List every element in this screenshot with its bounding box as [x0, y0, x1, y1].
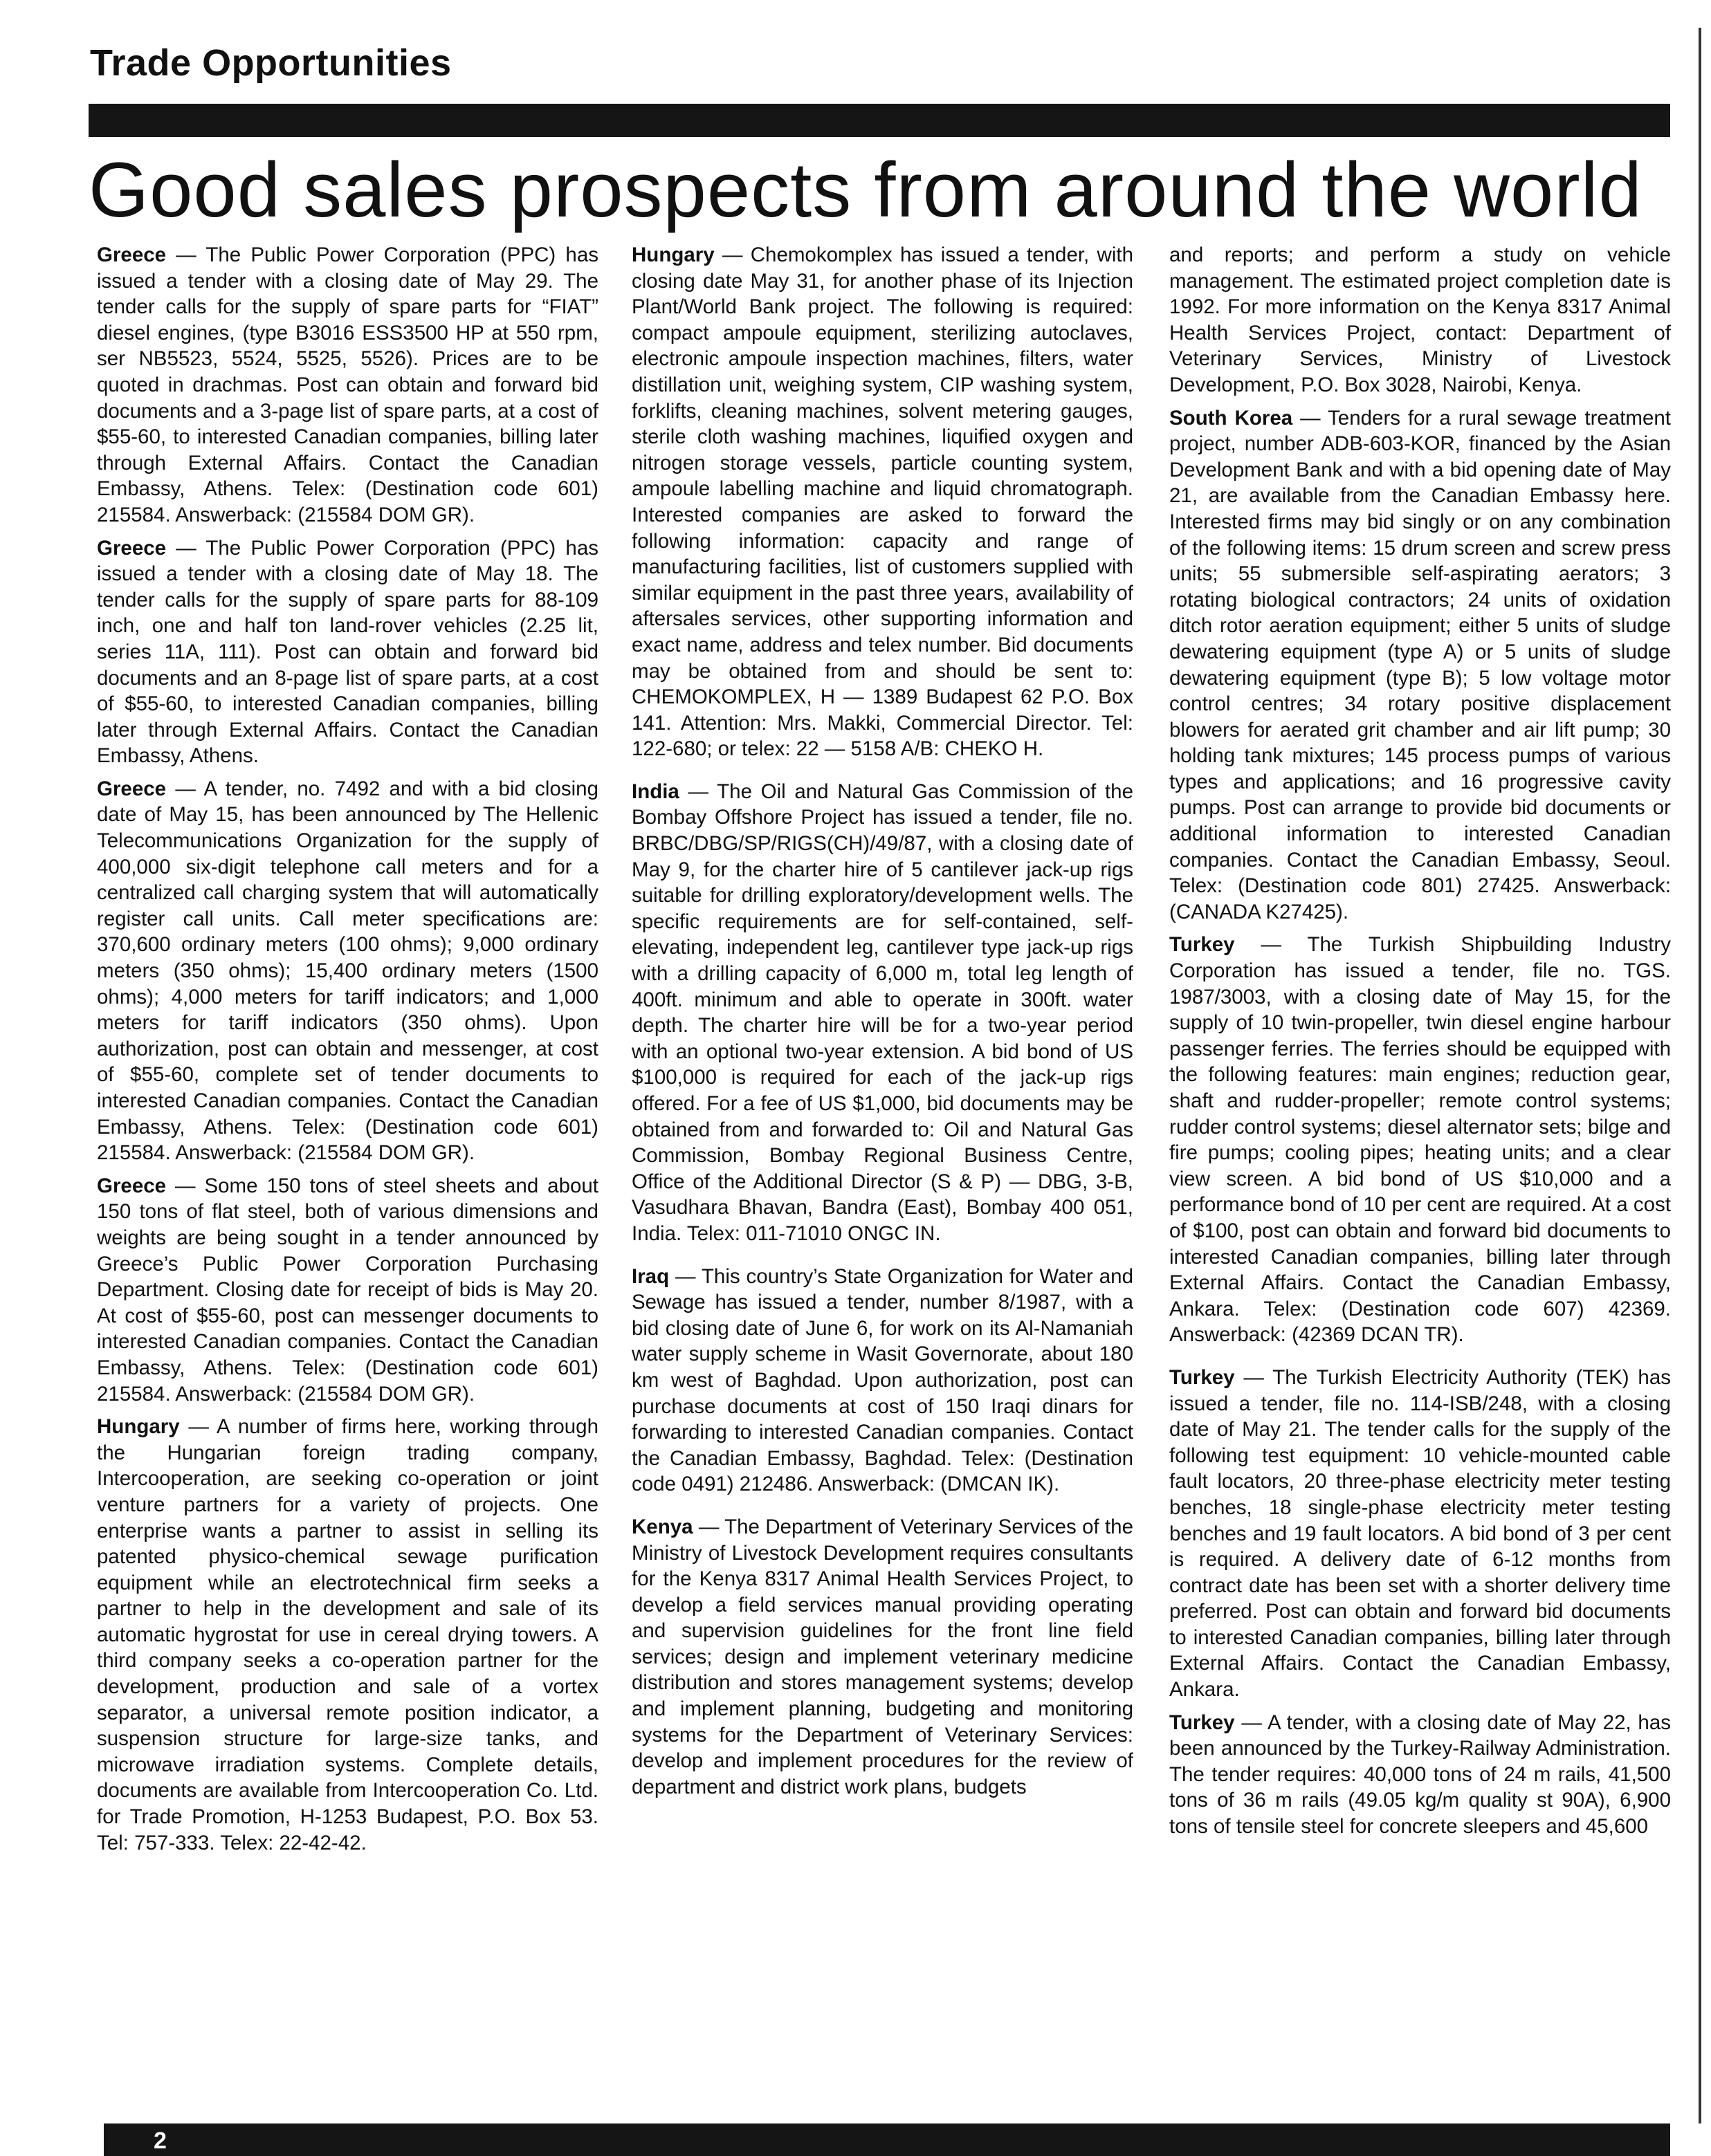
tender-kenya-veterinary — [632, 1514, 1133, 1800]
tender-text: — The Turkish Shipbuilding Industry Corporation has issued a tender, file no. TGS. 1987/3003, with a closing date of May 15, for the supply of 10 twin-propeller, twin diesel engine harbour passenger ferries. The ferries should be equipped with the following features: main engines; reduction gear, shaft and rudder-propeller; remote control systems; rudder control systems; diesel alternator sets; bilge and fire pumps; cooling pipes; heating units; and a clear view screen. A bid bond of US $10,000 and a performance bond of 10 per cent are required. At a cost of $100, post can obtain and forward bid documents to interested Canadian companies, billing later through External Affairs. Contact the Canadian Embassy, Ankara. Telex: (Destination code 607) 42369. Answerback: (42369 DCAN TR). — [1169, 933, 1671, 1347]
column-1 — [97, 242, 598, 1863]
country-label: India — [632, 780, 679, 803]
tender-text: — A tender, no. 7492 and with a bid closing date of May 15, has been announced by The Hellenic Telecommunications Organization for the supply of 400,000 six-digit telephone call meters and for a centralized call charging system that will automatically register call units. Call meter specifications are: 370,600 ordinary meters (100 ohms); 9,000 ordinary meters (350 ohms); 15,400 ordinary meters (1500 ohms); 4,000 meters for tariff indicators; and 1,000 meters for tariff indicators (350 ohms). Upon authorization, post can obtain and messenger, at cost of $55-60, complete set of tender documents to interested Canadian companies. Contact the Canadian Embassy, Athens. Telex: (Destination code 601) 215584. Answerback: (215584 DOM GR). — [97, 777, 598, 1165]
bottom-rule-bar — [104, 2123, 1670, 2156]
country-label: Turkey — [1169, 933, 1235, 957]
country-label: Greece — [97, 243, 167, 266]
tender-iraq-water — [632, 1264, 1133, 1498]
section-label: Trade Opportunities — [90, 42, 452, 84]
right-edge-rule — [1699, 28, 1701, 2123]
tender-hungary-chemokomplex — [632, 242, 1133, 762]
tender-turkey-railway — [1169, 1710, 1671, 1840]
tender-text: — This country’s State Organization for Water and Sewage has issued a tender, number 8/1987, with a bid closing date of June 6, for work on its Al-Namaniah water supply scheme in Wasit Governorate, about 180 km west of Baghdad. Upon authorization, post can purchase documents at cost of 150 Iraqi dinars for forwarding to interested Canadian companies. Contact the Canadian Embassy, Baghdad. Telex: (Destination code 0491) 212486. Answerback: (DMCAN IK). — [632, 1264, 1133, 1496]
headline: Good sales prospects from around the world — [89, 147, 1643, 233]
tender-india-ongc — [632, 779, 1133, 1247]
country-label: Greece — [97, 1174, 167, 1197]
tender-text: — Chemokomplex has issued a tender, with closing date May 31, for another phase of its Injection Plant/World Bank project. The following is required: compact ampoule equipment, sterilizing autoclaves, electronic ampoule inspection machines, filters, water distillation unit, weighing system, CIP washing system, forklifts, cleaning machines, solvent metering gauges, sterile cloth washing machines, liquified oxygen and nitrogen storage vessels, particle counting system, ampoule labelling machine and liquid chromatograph. Interested companies are asked to forward the following information: capacity and range of manufacturing facilities, list of customers supplied with similar equipment in the past three years, availability of aftersales services, other supporting information and exact name, address and telex number. Bid documents may be obtained from and should be sent to: CHEMOKOMPLEX, H — 1389 Budapest 62 P.O. Box 141. Attention: Mrs. Makki, Commercial Director. Tel: 122-680; or telex: 22 — 5158 A/B: CHEKO H. — [632, 243, 1133, 761]
tender-south-korea-sewage — [1169, 405, 1671, 925]
tender-kenya-continued — [1169, 242, 1671, 398]
tender-text: — The Public Power Corporation (PPC) has issued a tender with a closing date of May 29. The tender calls for the supply of spare parts for “FIAT” diesel engines, (type B3016 ESS3500 HP at 550 rpm, ser NB5523, 5524, 5525, 5526). Prices are to be quoted in drachmas. Post can obtain and forward bid documents and a 3-page list of spare parts, at a cost of $55-60, to interested Canadian companies, billing later through External Affairs. Contact the Canadian Embassy, Athens. Telex: (Destination code 601) 215584. Answerback: (215584 DOM GR). — [97, 243, 598, 526]
tender-text: and reports; and perform a study on vehicle management. The estimated project completion date is 1992. For more information on the Kenya 8317 Animal Health Services Project, contact: Department of Veterinary Services, Ministry of Livestock Development, P.O. Box 3028, Nairobi, Kenya. — [1169, 243, 1671, 396]
tender-greece-steel — [97, 1173, 598, 1407]
tender-greece-call-meters — [97, 776, 598, 1166]
tender-text: — Some 150 tons of steel sheets and about 150 tons of flat steel, both of various dimensions and weights are being sought in a tender announced by Greece’s Public Power Corporation Purchasing Department. Closing date for receipt of bids is May 20. At cost of $55-60, post can messenger documents to interested Canadian companies. Contact the Canadian Embassy, Athens. Telex: (Destination code 601) 215584. Answerback: (215584 DOM GR). — [97, 1174, 598, 1406]
column-3 — [1169, 242, 1671, 1847]
country-label: Iraq — [632, 1264, 670, 1288]
country-label: Hungary — [632, 243, 715, 266]
tender-text: — A number of firms here, working through the Hungarian foreign trading company, Intercooperation, are seeking co-operation or joint venture partners for a variety of projects. One enterprise wants a partner to assist in selling its patented physico-chemical sewage purification equipment while an electrotechnical firm seeks a partner to help in the development and sale of its automatic hygrostat for use in cereal drying towers. A third company seeks a co-operation partner for the development, production and sale of a vortex separator, a universal remote position indicator, a suspension structure for large-size tanks, and microwave irradiation systems. Complete details, documents are available from Intercooperation Co. Ltd. for Trade Promotion, H-1253 Budapest, P.O. Box 53. Tel: 757-333. Telex: 22-42-42. — [97, 1415, 598, 1854]
tender-text: — The Department of Veterinary Services of the Ministry of Livestock Development requires consultants for the Kenya 8317 Animal Health Services Project, to develop a field services manual providing operating and supervision guidelines for the front line field services; design and implement veterinary medicine distribution and stores management systems; develop and implement planning, budgeting and monitoring systems for the Department of Veterinary Services: develop and implement procedures for the review of department and district work plans, budgets — [632, 1515, 1133, 1798]
country-label: Turkey — [1169, 1365, 1235, 1389]
tender-text: — The Oil and Natural Gas Commission of the Bombay Offshore Project has issued a tender, file no. BRBC/DBG/SP/RIGS(CH)/49/87, with a closing date of May 9, for the charter hire of 5 cantilever jack-up rigs suitable for drilling exploratory/development wells. The specific requirements are for self-contained, self-elevating, independent leg, cantilever type jack-up rigs with a drilling capacity of 6,000 m, total leg length of 400ft. minimum and able to operate in 300ft. water depth. The charter hire will be for a two-year period with an optional two-year extension. A bid bond of US $100,000 is required for each of the jack-up rigs offered. For a fee of US $1,000, bid documents may be obtained from and forwarded to: Oil and Natural Gas Commission, Bombay Regional Business Centre, Office of the Additional Director (S & P) — DBG, 3-B, Vasudhara Bhavan, Bandra (East), Bombay 400 051, India. Telex: 011-71010 ONGC IN. — [632, 780, 1133, 1245]
country-label: Greece — [97, 536, 167, 560]
tender-hungary-intercooperation — [97, 1414, 598, 1856]
top-rule-bar — [89, 104, 1670, 137]
tender-turkey-ferries — [1169, 932, 1671, 1348]
tender-text: — The Public Power Corporation (PPC) has issued a tender with a closing date of May 18. The tender calls for the supply of spare parts for 88-109 inch, one and half ton land-rover vehicles (2.25 lit, series 11A, 111). Post can obtain and forward bid documents and an 8-page list of spare parts, at a cost of $55-60, to interested Canadian companies, billing later through External Affairs. Contact the Canadian Embassy, Athens. — [97, 536, 598, 768]
tender-text: — Tenders for a rural sewage treatment project, number ADB-603-KOR, financed by the Asian Development Bank and with a bid opening date of May 21, are available from the Canadian Embassy here. Interested firms may bid singly or on any combination of the following items: 15 drum screen and screw press units; 55 submersible self-aspirating aerators; 3 rotating biological contractors; 24 units of oxidation ditch rotor aeration equipment; either 5 units of sludge dewatering equipment (type A) or 5 units of sludge dewatering equipment (type B); 5 low voltage motor control centres; 34 rotary positive displacement blowers for aerated grit chamber and air lift pump; 30 holding tank mixtures; 145 process pumps of various types and applications; and 16 progressive cavity pumps. Post can arrange to provide bid documents or additional information to interested Canadian companies. Contact the Canadian Embassy, Seoul. Telex: (Destination code 801) 27425. Answerback: (CANADA K27425). — [1169, 406, 1671, 923]
column-2 — [632, 242, 1133, 1807]
tender-turkey-electricity — [1169, 1365, 1671, 1703]
country-label: Kenya — [632, 1515, 693, 1538]
tender-greece-ppc-landrover — [97, 535, 598, 769]
tender-text: — A tender, with a closing date of May 22, has been announced by the Turkey-Railway Administration. The tender requires: 40,000 tons of 24 m rails, 41,500 tons of 36 m rails (49.05 kg/m quality st 90A), 6,900 tons of tensile steel for concrete sleepers and 45,600 — [1169, 1711, 1671, 1839]
country-label: Hungary — [97, 1415, 180, 1439]
country-label: Greece — [97, 777, 167, 800]
tender-greece-ppc-fiat — [97, 242, 598, 528]
country-label: South Korea — [1169, 406, 1293, 430]
tender-text: — The Turkish Electricity Authority (TEK) has issued a tender, file no. 114-ISB/248, with a closing date of May 21. The tender calls for the supply of the following test equipment: 10 vehicle-mounted cable fault locators, 20 three-phase electricity meter testing benches, 18 single-phase electricity meter testing benches and 19 fault locators. A bid bond of 3 per cent is required. A delivery date of 6-12 months from contract date has been set with a shorter delivery time preferred. Post can obtain and forward bid documents to interested Canadian companies, billing later through External Affairs. Contact the Canadian Embassy, Ankara. — [1169, 1365, 1671, 1702]
page-number: 2 — [154, 2128, 167, 2154]
country-label: Turkey — [1169, 1711, 1235, 1734]
